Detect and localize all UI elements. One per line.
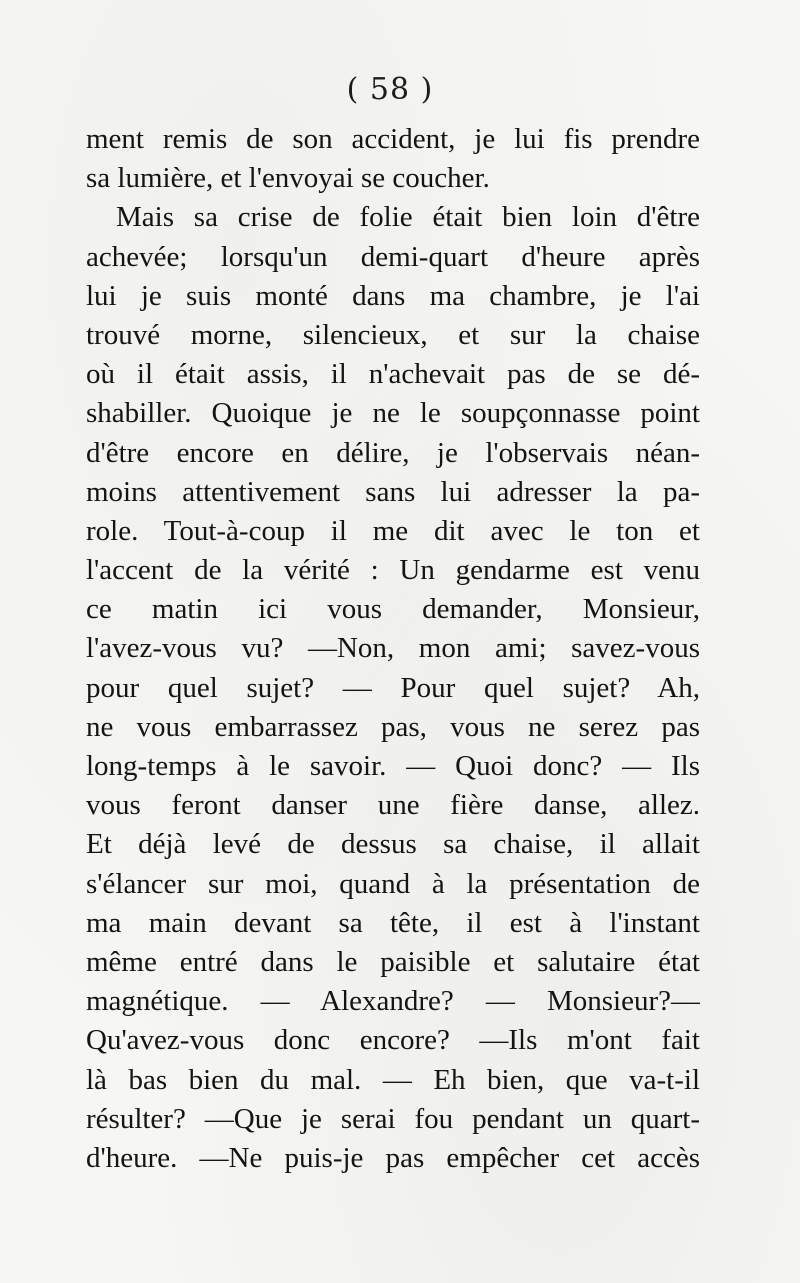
text-line: Qu'avez-vous donc encore? —Ils m'ont fait bbox=[86, 1024, 700, 1057]
text-line: là bas bien du mal. — Eh bien, que va-t-il bbox=[86, 1063, 700, 1096]
text-line: lui je suis monté dans ma chambre, je l'ai bbox=[86, 279, 700, 312]
text-line: s'élancer sur moi, quand à la présentation de bbox=[86, 867, 700, 900]
text-line: ne vous embarrassez pas, vous ne serez pas bbox=[86, 710, 700, 743]
text-line: l'avez-vous vu? —Non, mon ami; savez-vous bbox=[86, 632, 700, 665]
page-number: ( 58 ) bbox=[346, 72, 434, 107]
text-line: trouvé morne, silencieux, et sur la chaise bbox=[86, 318, 700, 351]
text-line: Mais sa crise de folie était bien loin d'être bbox=[116, 201, 700, 234]
text-line: vous feront danser une fière danse, allez. bbox=[86, 789, 700, 822]
text-line: même entré dans le paisible et salutaire état bbox=[86, 945, 700, 978]
text-line: l'accent de la vérité : Un gendarme est venu bbox=[86, 554, 700, 587]
text-line: Et déjà levé de dessus sa chaise, il allait bbox=[86, 828, 700, 861]
text-line: d'être encore en délire, je l'observais néan- bbox=[86, 436, 700, 469]
text-line: achevée; lorsqu'un demi-quart d'heure après bbox=[86, 240, 700, 273]
text-line: magnétique. — Alexandre? — Monsieur?— bbox=[86, 985, 700, 1018]
text-line: pour quel sujet? — Pour quel sujet? Ah, bbox=[86, 671, 700, 704]
text-line: ce matin ici vous demander, Monsieur, bbox=[86, 593, 700, 626]
text-line: d'heure. —Ne puis-je pas empêcher cet accès bbox=[86, 1141, 700, 1174]
text-line: moins attentivement sans lui adresser la pa- bbox=[86, 475, 700, 508]
body-text bbox=[86, 120, 700, 1178]
text-line: role. Tout-à-coup il me dit avec le ton et bbox=[86, 514, 700, 547]
text-line: shabiller. Quoique je ne le soupçonnasse point bbox=[86, 397, 700, 430]
text-line: ma main devant sa tête, il est à l'instant bbox=[86, 906, 700, 939]
text-line: ment remis de son accident, je lui fis prendre bbox=[86, 123, 700, 155]
text-line: où il était assis, il n'achevait pas de se dé- bbox=[86, 358, 700, 391]
text-line: long-temps à le savoir. — Quoi donc? — Ils bbox=[86, 750, 700, 782]
text-line: sa lumière, et l'envoyai se coucher. bbox=[86, 162, 490, 195]
text-line: résulter? —Que je serai fou pendant un quart- bbox=[86, 1102, 700, 1135]
